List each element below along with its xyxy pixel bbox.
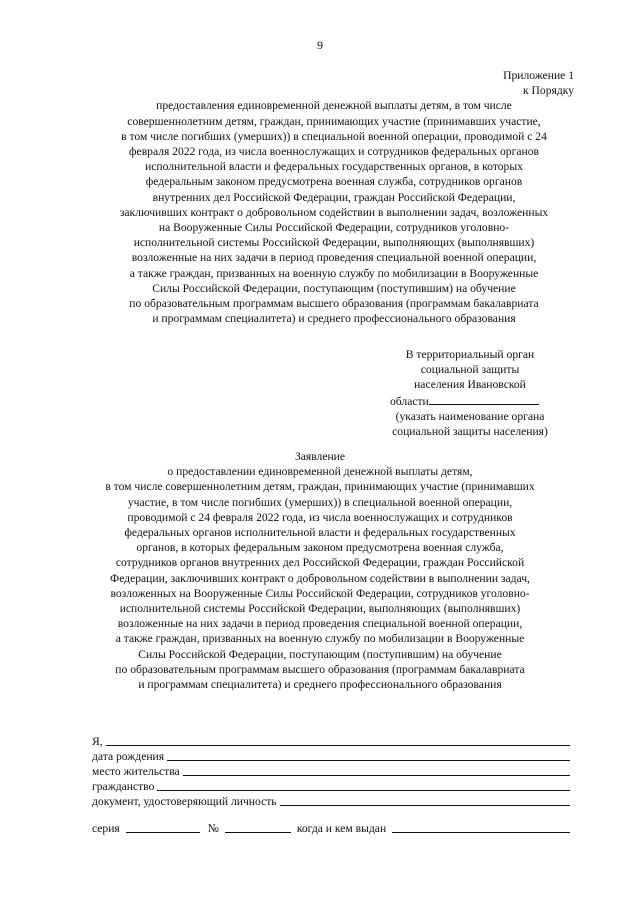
series-field[interactable] xyxy=(126,831,200,833)
number-label: № xyxy=(207,822,219,835)
annex-title: Приложение 1 xyxy=(503,69,574,82)
citizenship-label: гражданство xyxy=(92,780,155,793)
id-document-field[interactable] xyxy=(280,805,570,806)
statement-line: сотрудников органов внутренних дел Российской Федерации, граждан Российской xyxy=(115,556,525,570)
birth-date-label: дата рождения xyxy=(92,750,165,763)
statement-line: а также граждан, призванных на военную службу по мобилизации в Вооруженные xyxy=(115,632,525,646)
addressee-line: социальной защиты xyxy=(420,363,520,377)
applicant-name-field[interactable] xyxy=(106,745,570,746)
statement-line: проводимой с 24 февраля 2022 года, из числа военнослужащих и сотрудников xyxy=(127,510,513,524)
addressee-block xyxy=(380,347,560,439)
annex-line: а также граждан, призванных на военную службу по мобилизации в Вооруженные xyxy=(129,266,539,280)
annex-line: Силы Российской Федерации, поступающим (поступившим) на обучение xyxy=(152,281,516,295)
annex-line: совершеннолетним детям, граждан, принимающих участие (принимавших участие, xyxy=(127,114,541,128)
statement-line: Силы Российской Федерации, поступающим (поступившим) на обучение xyxy=(138,647,502,661)
annex-line: исполнительной власти и федеральных государственных органов, в которых xyxy=(145,160,523,174)
annex-line: федеральным законом предусмотрена военная служба, сотрудников органов xyxy=(145,175,523,189)
annex-header xyxy=(94,68,574,326)
statement-line: Федерации, заключивших контракт о добровольном содействии в выполнении задач, xyxy=(110,571,530,585)
page-number: 9 xyxy=(317,38,323,52)
statement-line: возложенных на Вооруженные Силы Российской Федерации, сотрудников уголовно- xyxy=(110,586,530,600)
annex-subtitle: к Порядку xyxy=(523,84,574,98)
residence-row xyxy=(92,763,570,778)
applicant-name-row xyxy=(92,733,570,748)
addressee-line: населения Ивановской xyxy=(414,378,526,392)
annex-line: на Вооруженные Силы Российской Федерации, сотрудников уголовно- xyxy=(158,221,510,235)
annex-line: исполнительной системы Российской Федерации, выполняющих (выполнявших) xyxy=(133,236,535,250)
annex-line: в том числе погибших (умерших)) в специальной военной операции, проводимой с 24 xyxy=(121,129,547,143)
statement-line: по образовательным программам высшего образования (программам бакалавриата xyxy=(115,662,525,676)
citizenship-row xyxy=(92,778,570,793)
statement-line: возложенные на них задачи в период проведения специальной военной операции, xyxy=(117,617,523,631)
residence-label: место жительства xyxy=(92,765,180,778)
annex-line: внутренних дел Российской Федерации, граждан Российской Федерации, xyxy=(152,190,516,204)
issued-label: когда и кем выдан xyxy=(296,822,387,835)
citizenship-field[interactable] xyxy=(157,790,570,791)
statement-line: о предоставлении единовременной денежной выплаты детям, xyxy=(167,465,473,479)
series-label: серия xyxy=(92,822,120,835)
issued-field[interactable] xyxy=(392,831,570,833)
birth-date-row xyxy=(92,748,570,763)
statement-line: федеральных органов исполнительной власти и федеральных государственных xyxy=(124,526,516,540)
addressee-oblast xyxy=(380,393,560,409)
number-field[interactable] xyxy=(225,831,291,833)
addressee-hint: (указать наименование органа xyxy=(395,409,545,423)
residence-field[interactable] xyxy=(183,775,570,776)
statement-line: органов, в которых федеральным законом предусмотрена военная служба, xyxy=(136,541,504,555)
statement-line: и программам специалитета) и среднего профессионального образования xyxy=(138,678,502,692)
id-document-row xyxy=(92,793,570,808)
statement-title: Заявление xyxy=(294,450,346,463)
addressee-hint: социальной защиты населения) xyxy=(392,425,548,439)
statement-line: в том числе совершеннолетним детям, граждан, принимающих участие (принимавших xyxy=(105,480,535,494)
id-document-label: документ, удостоверяющий личность xyxy=(92,795,277,808)
annex-line: предоставления единовременной денежной выплаты детям, в том числе xyxy=(156,99,512,113)
applicant-form xyxy=(92,733,570,808)
organ-name-field[interactable] xyxy=(429,393,539,405)
applicant-name-label: Я, xyxy=(92,735,103,748)
annex-line: февраля 2022 года, из числа военнослужащих и сотрудников федеральных органов xyxy=(129,145,539,159)
addressee-oblast-label: области xyxy=(390,394,429,408)
birth-date-field[interactable] xyxy=(167,760,570,761)
annex-line: заключивших контракт о добровольном содействии в выполнении задач, возложенных xyxy=(119,205,549,219)
addressee-line: В территориальный орган xyxy=(405,348,535,361)
statement-line: исполнительной системы Российской Федерации, выполняющих (выполнявших) xyxy=(119,602,521,616)
annex-line: возложенные на них задачи в период проведения специальной военной операции, xyxy=(131,251,537,265)
passport-details-row xyxy=(92,822,570,835)
statement-block xyxy=(60,449,580,692)
annex-line: и программам специалитета) и среднего профессионального образования xyxy=(152,312,516,326)
statement-line: участие, в том числе погибших (умерших)) в специальной военной операции, xyxy=(127,495,513,509)
annex-line: по образовательным программам высшего образования (программам бакалавриата xyxy=(129,297,539,311)
